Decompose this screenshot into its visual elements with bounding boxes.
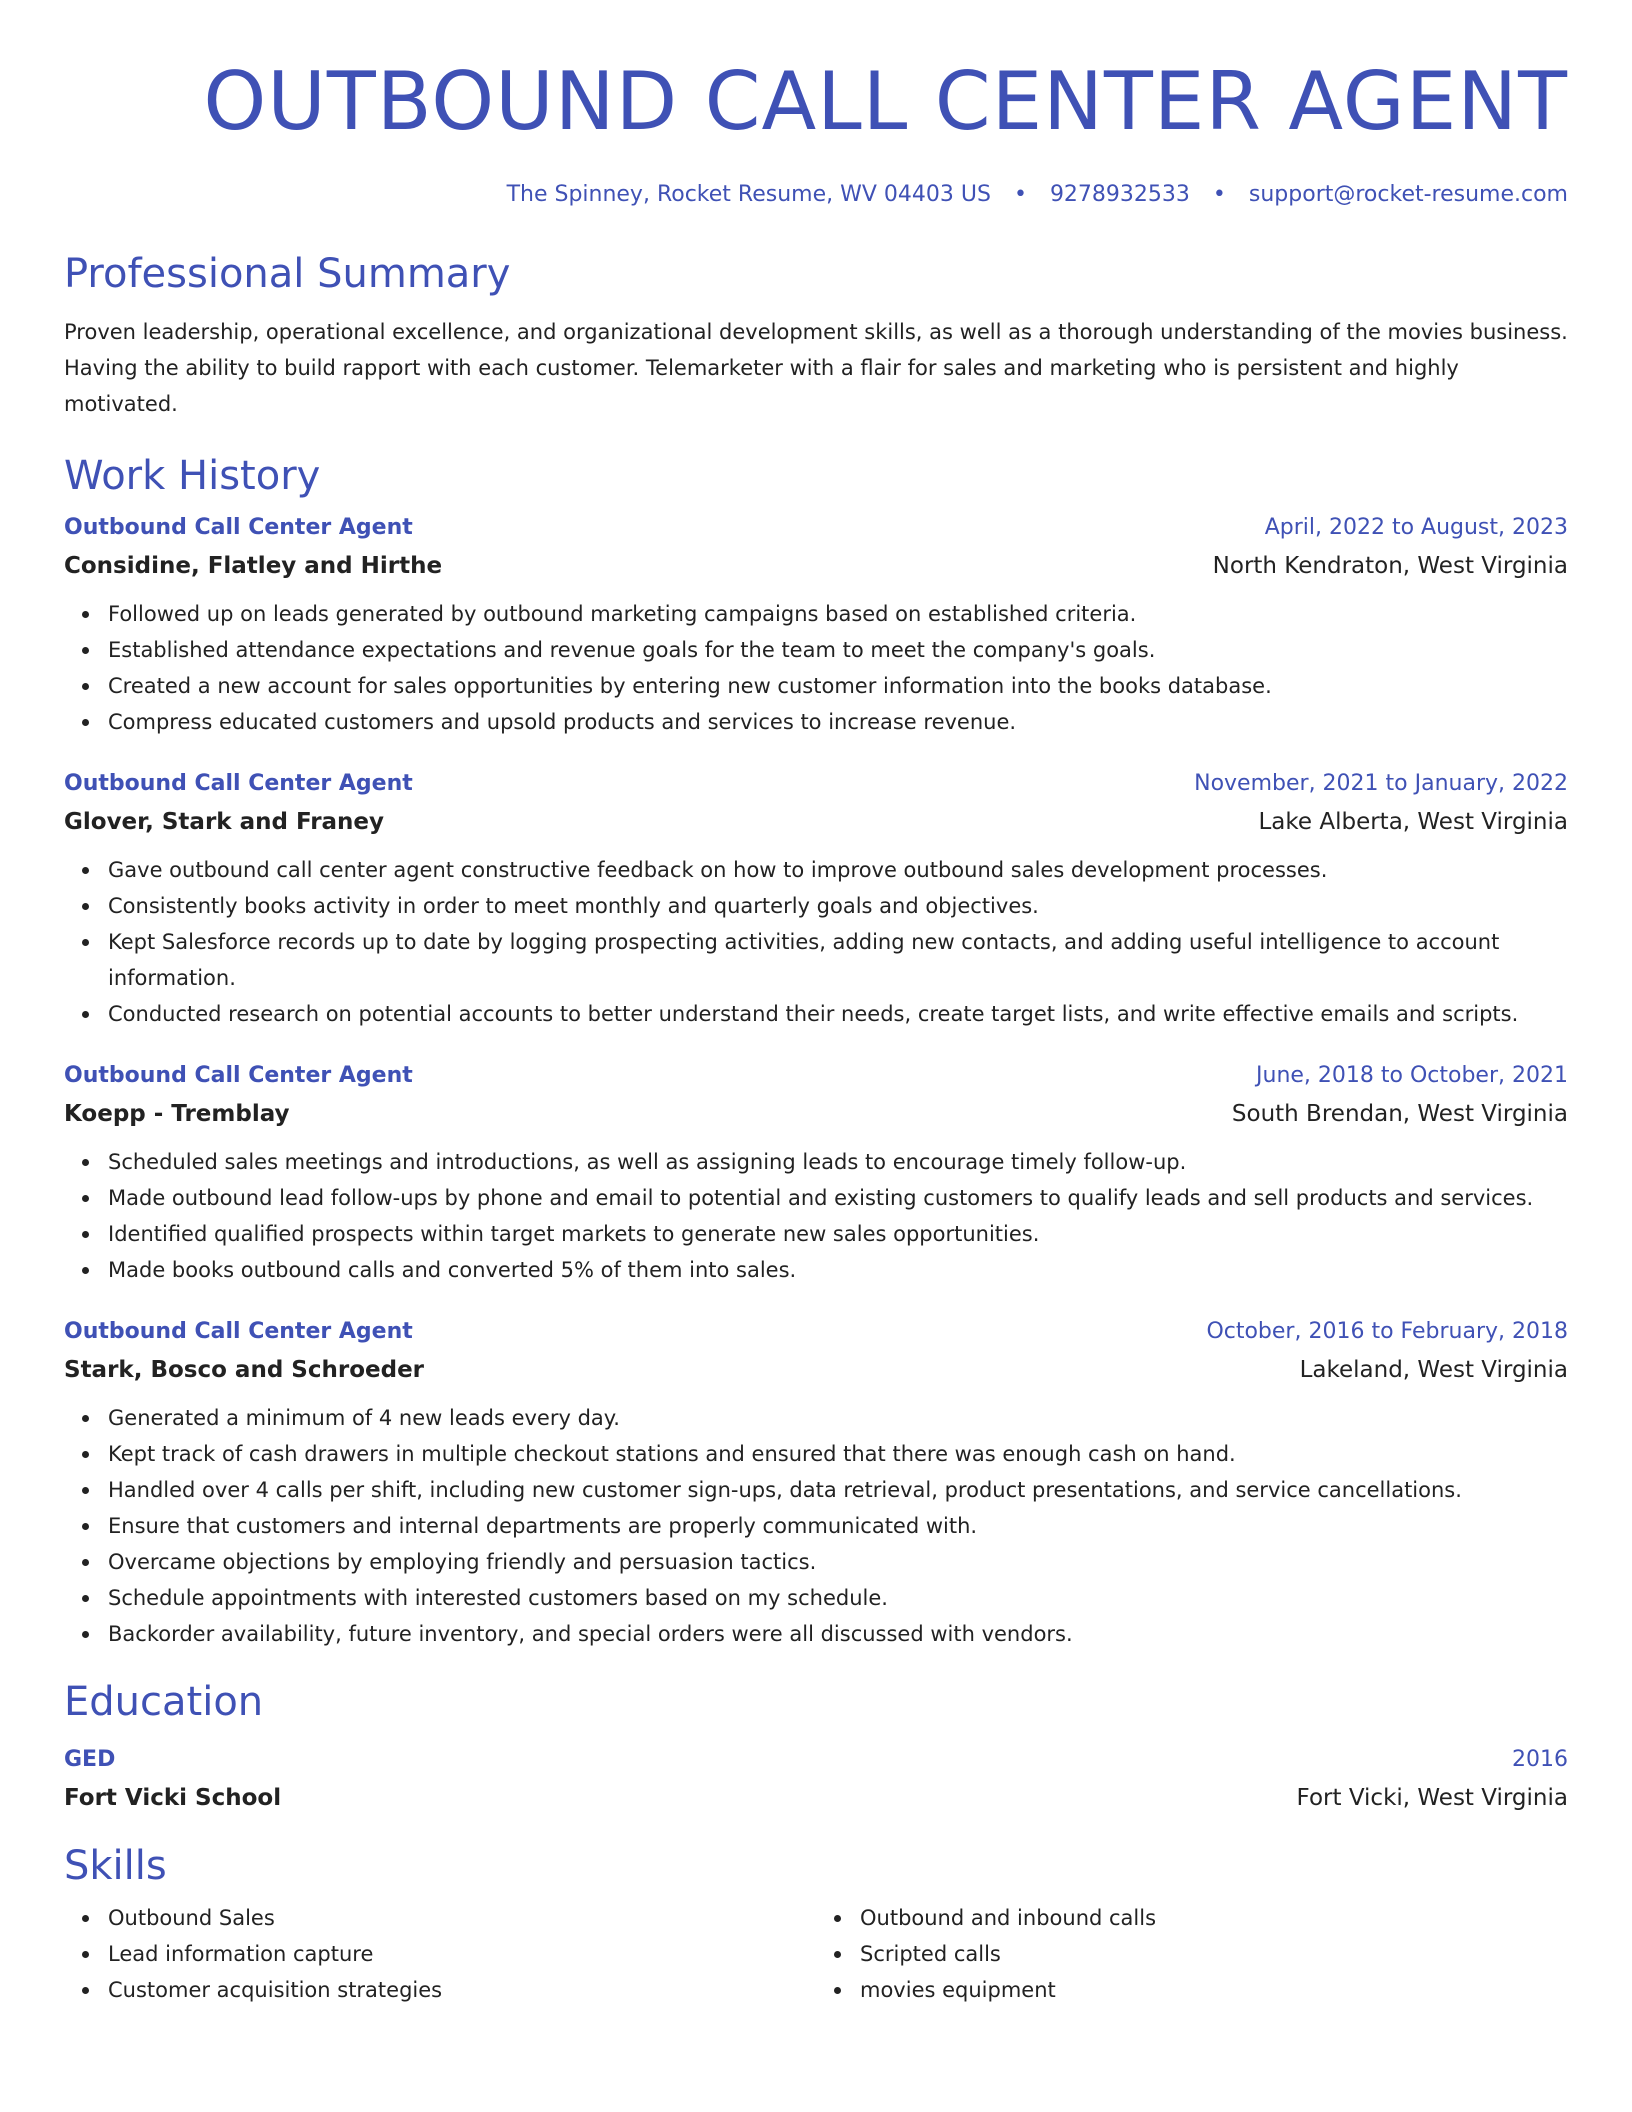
education-location: Fort Vicki, West Virginia [1296, 1785, 1568, 1811]
job-bullet: Made outbound lead follow-ups by phone and email to potential and existing customers to qualify leads and sell products and services. [108, 1180, 1568, 1216]
job-bullet: Scheduled sales meetings and introductions, as well as assigning leads to encourage timely follow-up. [108, 1144, 1568, 1180]
job-entry [64, 766, 1568, 1032]
education-entry [64, 1742, 1568, 1818]
job-bullet: Identified qualified prospects within target markets to generate new sales opportunities. [108, 1216, 1568, 1252]
job-bullet: Kept track of cash drawers in multiple checkout stations and ensured that there was enough cash on hand. [108, 1436, 1568, 1472]
candidate-name: OUTBOUND CALL CENTER AGENT [203, 55, 1568, 148]
job-bullet: Gave outbound call center agent constructive feedback on how to improve outbound sales development processes. [108, 852, 1568, 888]
job-bullet: Followed up on leads generated by outbound marketing campaigns based on established criteria. [108, 596, 1568, 632]
summary-heading: Professional Summary [64, 251, 511, 297]
education-degree: GED [64, 1747, 116, 1772]
job-bullet: Ensure that customers and internal departments are properly communicated with. [108, 1508, 1568, 1544]
skills-list [64, 1900, 1568, 2008]
skills-heading: Skills [64, 1843, 167, 1889]
job-company: Considine, Flatley and Hirthe [64, 553, 443, 579]
job-bullet: Backorder availability, future inventory, and special orders were all discussed with vendors. [108, 1616, 1568, 1652]
skill-item: Lead information capture [108, 1936, 816, 1972]
job-bullets [64, 1400, 1568, 1652]
job-location: South Brendan, West Virginia [1231, 1101, 1568, 1127]
job-dates: June, 2018 to October, 2021 [1256, 1063, 1568, 1088]
skill-item: Outbound Sales [108, 1900, 816, 1936]
skill-item: Scripted calls [860, 1936, 1568, 1972]
job-company: Glover, Stark and Franey [64, 809, 385, 835]
contact-email: support@rocket-resume.com [1248, 182, 1568, 207]
job-title: Outbound Call Center Agent [64, 515, 413, 540]
job-dates: November, 2021 to January, 2022 [1194, 771, 1568, 796]
job-bullet: Compress educated customers and upsold products and services to increase revenue. [108, 704, 1568, 740]
job-entry [64, 510, 1568, 740]
job-entry [64, 1314, 1568, 1652]
job-bullet: Schedule appointments with interested customers based on my schedule. [108, 1580, 1568, 1616]
job-bullet: Consistently books activity in order to meet monthly and quarterly goals and objectives. [108, 888, 1568, 924]
job-bullet: Kept Salesforce records up to date by logging prospecting activities, adding new contacts, and adding useful intelligence to account information. [108, 924, 1568, 996]
job-bullet: Made books outbound calls and converted 5% of them into sales. [108, 1252, 1568, 1288]
job-bullet: Handled over 4 calls per shift, including new customer sign-ups, data retrieval, product presentations, and service cancellations. [108, 1472, 1568, 1508]
skills-column-left [64, 1900, 816, 2008]
skill-item: Outbound and inbound calls [860, 1900, 1568, 1936]
job-entry [64, 1058, 1568, 1288]
contact-address: The Spinney, Rocket Resume, WV 04403 US [506, 182, 991, 207]
job-bullets [64, 852, 1568, 1032]
work-history-heading: Work History [64, 453, 321, 499]
contact-separator: • [1013, 182, 1027, 207]
job-bullets [64, 1144, 1568, 1288]
job-title: Outbound Call Center Agent [64, 1063, 413, 1088]
education-heading: Education [64, 1679, 264, 1725]
skill-item: movies equipment [860, 1972, 1568, 2008]
job-company: Stark, Bosco and Schroeder [64, 1357, 425, 1383]
job-location: Lake Alberta, West Virginia [1258, 809, 1568, 835]
job-company: Koepp - Tremblay [64, 1101, 290, 1127]
job-title: Outbound Call Center Agent [64, 1319, 413, 1344]
skills-column-right [816, 1900, 1568, 2008]
job-bullets [64, 596, 1568, 740]
job-bullet: Generated a minimum of 4 new leads every day. [108, 1400, 1568, 1436]
summary-text: Proven leadership, operational excellence, and organizational development skills, as well as a thorough understanding of the movies business. Having the ability to build rapport with each customer. Telemarketer with a flair for sales and marketing who is persistent and highly motivated. [64, 320, 1568, 416]
job-dates: October, 2016 to February, 2018 [1206, 1319, 1568, 1344]
education-year: 2016 [1512, 1747, 1568, 1772]
job-title: Outbound Call Center Agent [64, 771, 413, 796]
job-bullet: Overcame objections by employing friendly and persuasion tactics. [108, 1544, 1568, 1580]
job-dates: April, 2022 to August, 2023 [1264, 515, 1568, 540]
skill-item: Customer acquisition strategies [108, 1972, 816, 2008]
job-location: North Kendraton, West Virginia [1212, 553, 1568, 579]
contact-separator: • [1212, 182, 1226, 207]
job-bullet: Established attendance expectations and revenue goals for the team to meet the company's goals. [108, 632, 1568, 668]
education-school: Fort Vicki School [64, 1785, 282, 1811]
contact-line [64, 180, 1568, 210]
contact-phone: 9278932533 [1049, 182, 1190, 207]
job-bullet: Created a new account for sales opportunities by entering new customer information into the books database. [108, 668, 1568, 704]
job-location: Lakeland, West Virginia [1299, 1357, 1568, 1383]
job-bullet: Conducted research on potential accounts to better understand their needs, create target lists, and write effective emails and scripts. [108, 996, 1568, 1032]
